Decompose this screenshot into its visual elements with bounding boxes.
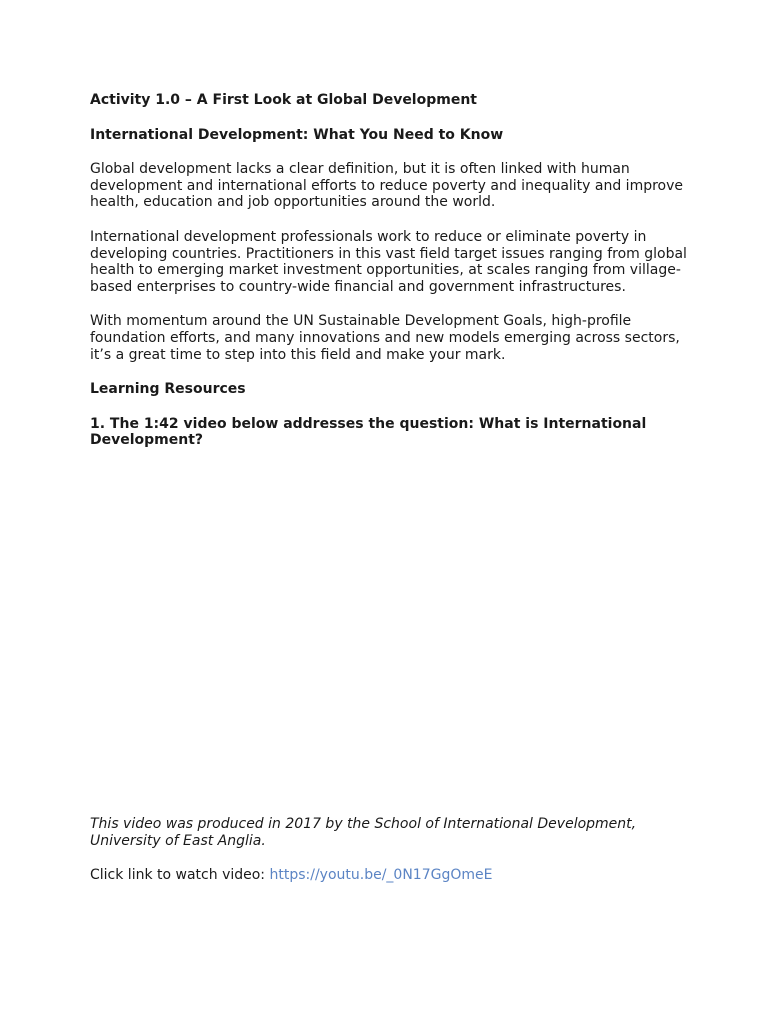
video-caption: This video was produced in 2017 by the School of International Development, University of East Anglia.	[90, 815, 637, 849]
video-embed-area	[90, 449, 690, 816]
video-link-line	[90, 867, 690, 884]
video-link[interactable]: https://youtu.be/_0N17GgOmeE	[269, 867, 493, 884]
paragraph-1: Global development lacks a clear definition, but it is often linked with human development and international efforts to reduce poverty and inequality and improve health, education and job opportunities around the world.	[90, 161, 684, 211]
video-link-prefix: Click link to watch video:	[90, 867, 270, 884]
document-title: Activity 1.0 – A First Look at Global Development	[90, 92, 477, 108]
paragraph-2: International development professionals work to reduce or eliminate poverty in developing countries. Practitioners in this vast field target issues ranging from global health to emerging market investment opportunities, at scales ranging from village-based enterprises to country-wide financial and government infrastructures.	[90, 228, 687, 295]
paragraph-3: With momentum around the UN Sustainable Development Goals, high-profile foundation efforts, and many innovations and new models emerging across sectors, it’s a great time to step into this field and make your mark.	[90, 313, 680, 363]
video-item-heading: 1. The 1:42 video below addresses the question: What is International Development?	[90, 415, 647, 449]
document-page	[90, 92, 690, 884]
section-heading: Learning Resources	[90, 381, 246, 398]
document-subtitle: International Development: What You Need to Know	[90, 126, 504, 143]
